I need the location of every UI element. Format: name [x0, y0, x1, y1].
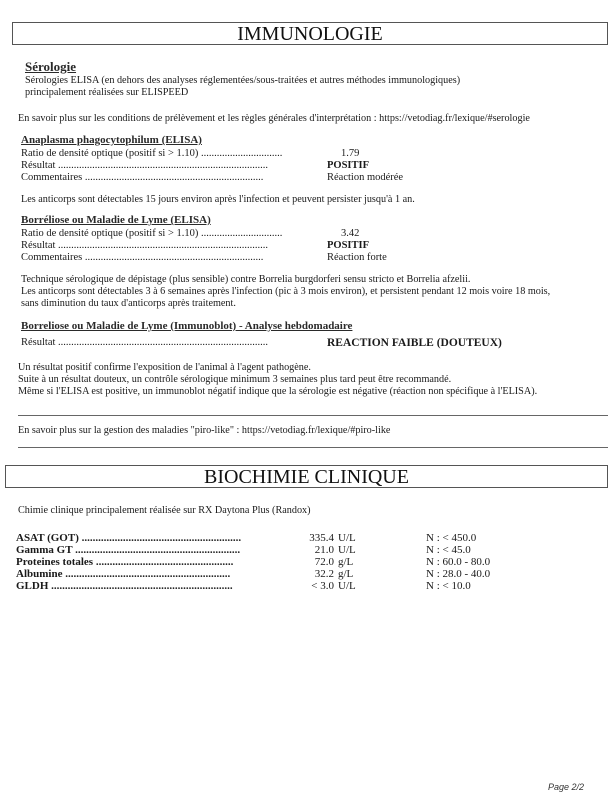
- analyte-name: Proteines totales ..................................................: [16, 556, 234, 568]
- divider: [18, 447, 608, 448]
- result-row-commentaires: [21, 172, 404, 184]
- analyte-normal-range: N : 28.0 - 40.0: [426, 568, 491, 580]
- piro-like-info-link[interactable]: En savoir plus sur la gestion des maladies "piro-like" : https://vetodiag.fr/lexique/#piro-like: [18, 425, 391, 436]
- test-heading-lyme-immunoblot: Borreliose ou Maladie de Lyme (Immunoblot) - Analyse hebdomadaire: [21, 320, 353, 332]
- analyte-unit: U/L: [338, 580, 356, 592]
- analyte-value: 72.0: [314, 556, 334, 568]
- row-label: Ratio de densité optique (positif si > 1.10) ...............................: [21, 148, 283, 159]
- analyte-name: Albumine ............................................................: [16, 568, 231, 580]
- test-note: Technique sérologique de dépistage (plus sensible) contre Borrelia burgdorferi sensu stricto et Borrelia afzelii.: [21, 274, 471, 285]
- analyte-name: Gamma GT ............................................................: [16, 544, 241, 556]
- row-label: Ratio de densité optique (positif si > 1.10) ...............................: [21, 228, 283, 239]
- result-row-resultat: [21, 160, 370, 172]
- test-note: Un résultat positif confirme l'exposition de l'animal à l'agent pathogène.: [18, 362, 311, 373]
- analyte-value: < 3.0: [311, 580, 334, 592]
- result-row-ratio: [21, 228, 360, 240]
- test-heading-lyme-elisa: Borréliose ou Maladie de Lyme (ELISA): [21, 214, 211, 226]
- serologie-description-line1: Sérologies ELISA (en dehors des analyses réglementées/sous-traitées et autres méthodes immunologiques): [25, 75, 461, 86]
- biochem-row-proteines-totales: [16, 556, 491, 568]
- test-note: Suite à un résultat douteux, un contrôle sérologique minimum 3 semaines plus tard peut être recommandé.: [18, 374, 452, 385]
- page-number: Page 2/2: [548, 782, 585, 792]
- row-value: Réaction forte: [327, 252, 387, 263]
- serologie-heading: Sérologie: [25, 59, 77, 74]
- analyte-unit: g/L: [338, 556, 354, 568]
- biochimie-description: Chimie clinique principalement réalisée sur RX Daytona Plus (Randox): [18, 505, 311, 516]
- result-row-commentaires: [21, 252, 387, 264]
- row-label: Commentaires ....................................................................: [21, 172, 264, 183]
- test-note: Même si l'ELISA est positive, un immunoblot négatif indique que la sérologie est négative (réaction non spécifique à l'ELISA).: [18, 386, 538, 397]
- row-label: Résultat ................................................................................: [21, 160, 269, 171]
- test-note: Les anticorps sont détectables 15 jours environ après l'infection et peuvent persister jusqu'à 1 an.: [21, 194, 415, 205]
- serologie-info-link[interactable]: En savoir plus sur les conditions de prélèvement et les règles générales d'interprétation : https://vetodiag.fr/lexique/#serologie: [18, 113, 530, 124]
- result-row-resultat: [21, 337, 502, 349]
- analyte-normal-range: N : < 10.0: [426, 580, 471, 592]
- divider: [18, 415, 608, 416]
- test-note: sans diminution du taux d'anticorps après traitement.: [21, 298, 236, 309]
- analyte-normal-range: N : 60.0 - 80.0: [426, 556, 491, 568]
- row-value: POSITIF: [327, 160, 370, 171]
- row-value: POSITIF: [327, 240, 370, 251]
- analyte-unit: U/L: [338, 532, 356, 544]
- row-value: REACTION FAIBLE (DOUTEUX): [327, 337, 502, 349]
- biochem-row-albumine: [16, 568, 491, 580]
- immunologie-title: IMMUNOLOGIE: [237, 23, 383, 45]
- analyte-normal-range: N : < 450.0: [426, 532, 477, 544]
- analyte-unit: U/L: [338, 544, 356, 556]
- biochem-row-gamma-gt: [16, 544, 471, 556]
- analyte-unit: g/L: [338, 568, 354, 580]
- analyte-name: ASAT (GOT) ..........................................................: [16, 532, 242, 544]
- result-row-ratio: [21, 148, 360, 160]
- row-value: 1.79: [341, 148, 360, 159]
- analyte-name: GLDH ..................................................................: [16, 580, 233, 592]
- test-note: Les anticorps sont détectables 3 à 6 semaines après l'infection (pic à 3 mois environ), et persistent pendant 12 mois voire 18 mois,: [21, 286, 551, 297]
- analyte-value: 21.0: [314, 544, 334, 556]
- row-value: 3.42: [341, 228, 360, 239]
- test-heading-anaplasma: Anaplasma phagocytophilum (ELISA): [21, 134, 202, 146]
- immunologie-section-header: [12, 22, 608, 45]
- result-row-resultat: [21, 240, 370, 252]
- biochimie-title: BIOCHIMIE CLINIQUE: [204, 466, 409, 488]
- biochimie-section-header: [5, 465, 608, 488]
- analyte-value: 335.4: [309, 532, 334, 544]
- analyte-normal-range: N : < 45.0: [426, 544, 471, 556]
- row-label: Résultat ................................................................................: [21, 240, 269, 251]
- analyte-value: 32.2: [314, 568, 334, 580]
- row-value: Réaction modérée: [327, 172, 404, 183]
- row-label: Résultat ................................................................................: [21, 337, 269, 348]
- serologie-description-line2: principalement réalisées sur ELISPEED: [25, 87, 189, 98]
- row-label: Commentaires ....................................................................: [21, 252, 264, 263]
- biochem-row-gldh: [16, 580, 471, 592]
- biochem-row-asat: [16, 532, 477, 544]
